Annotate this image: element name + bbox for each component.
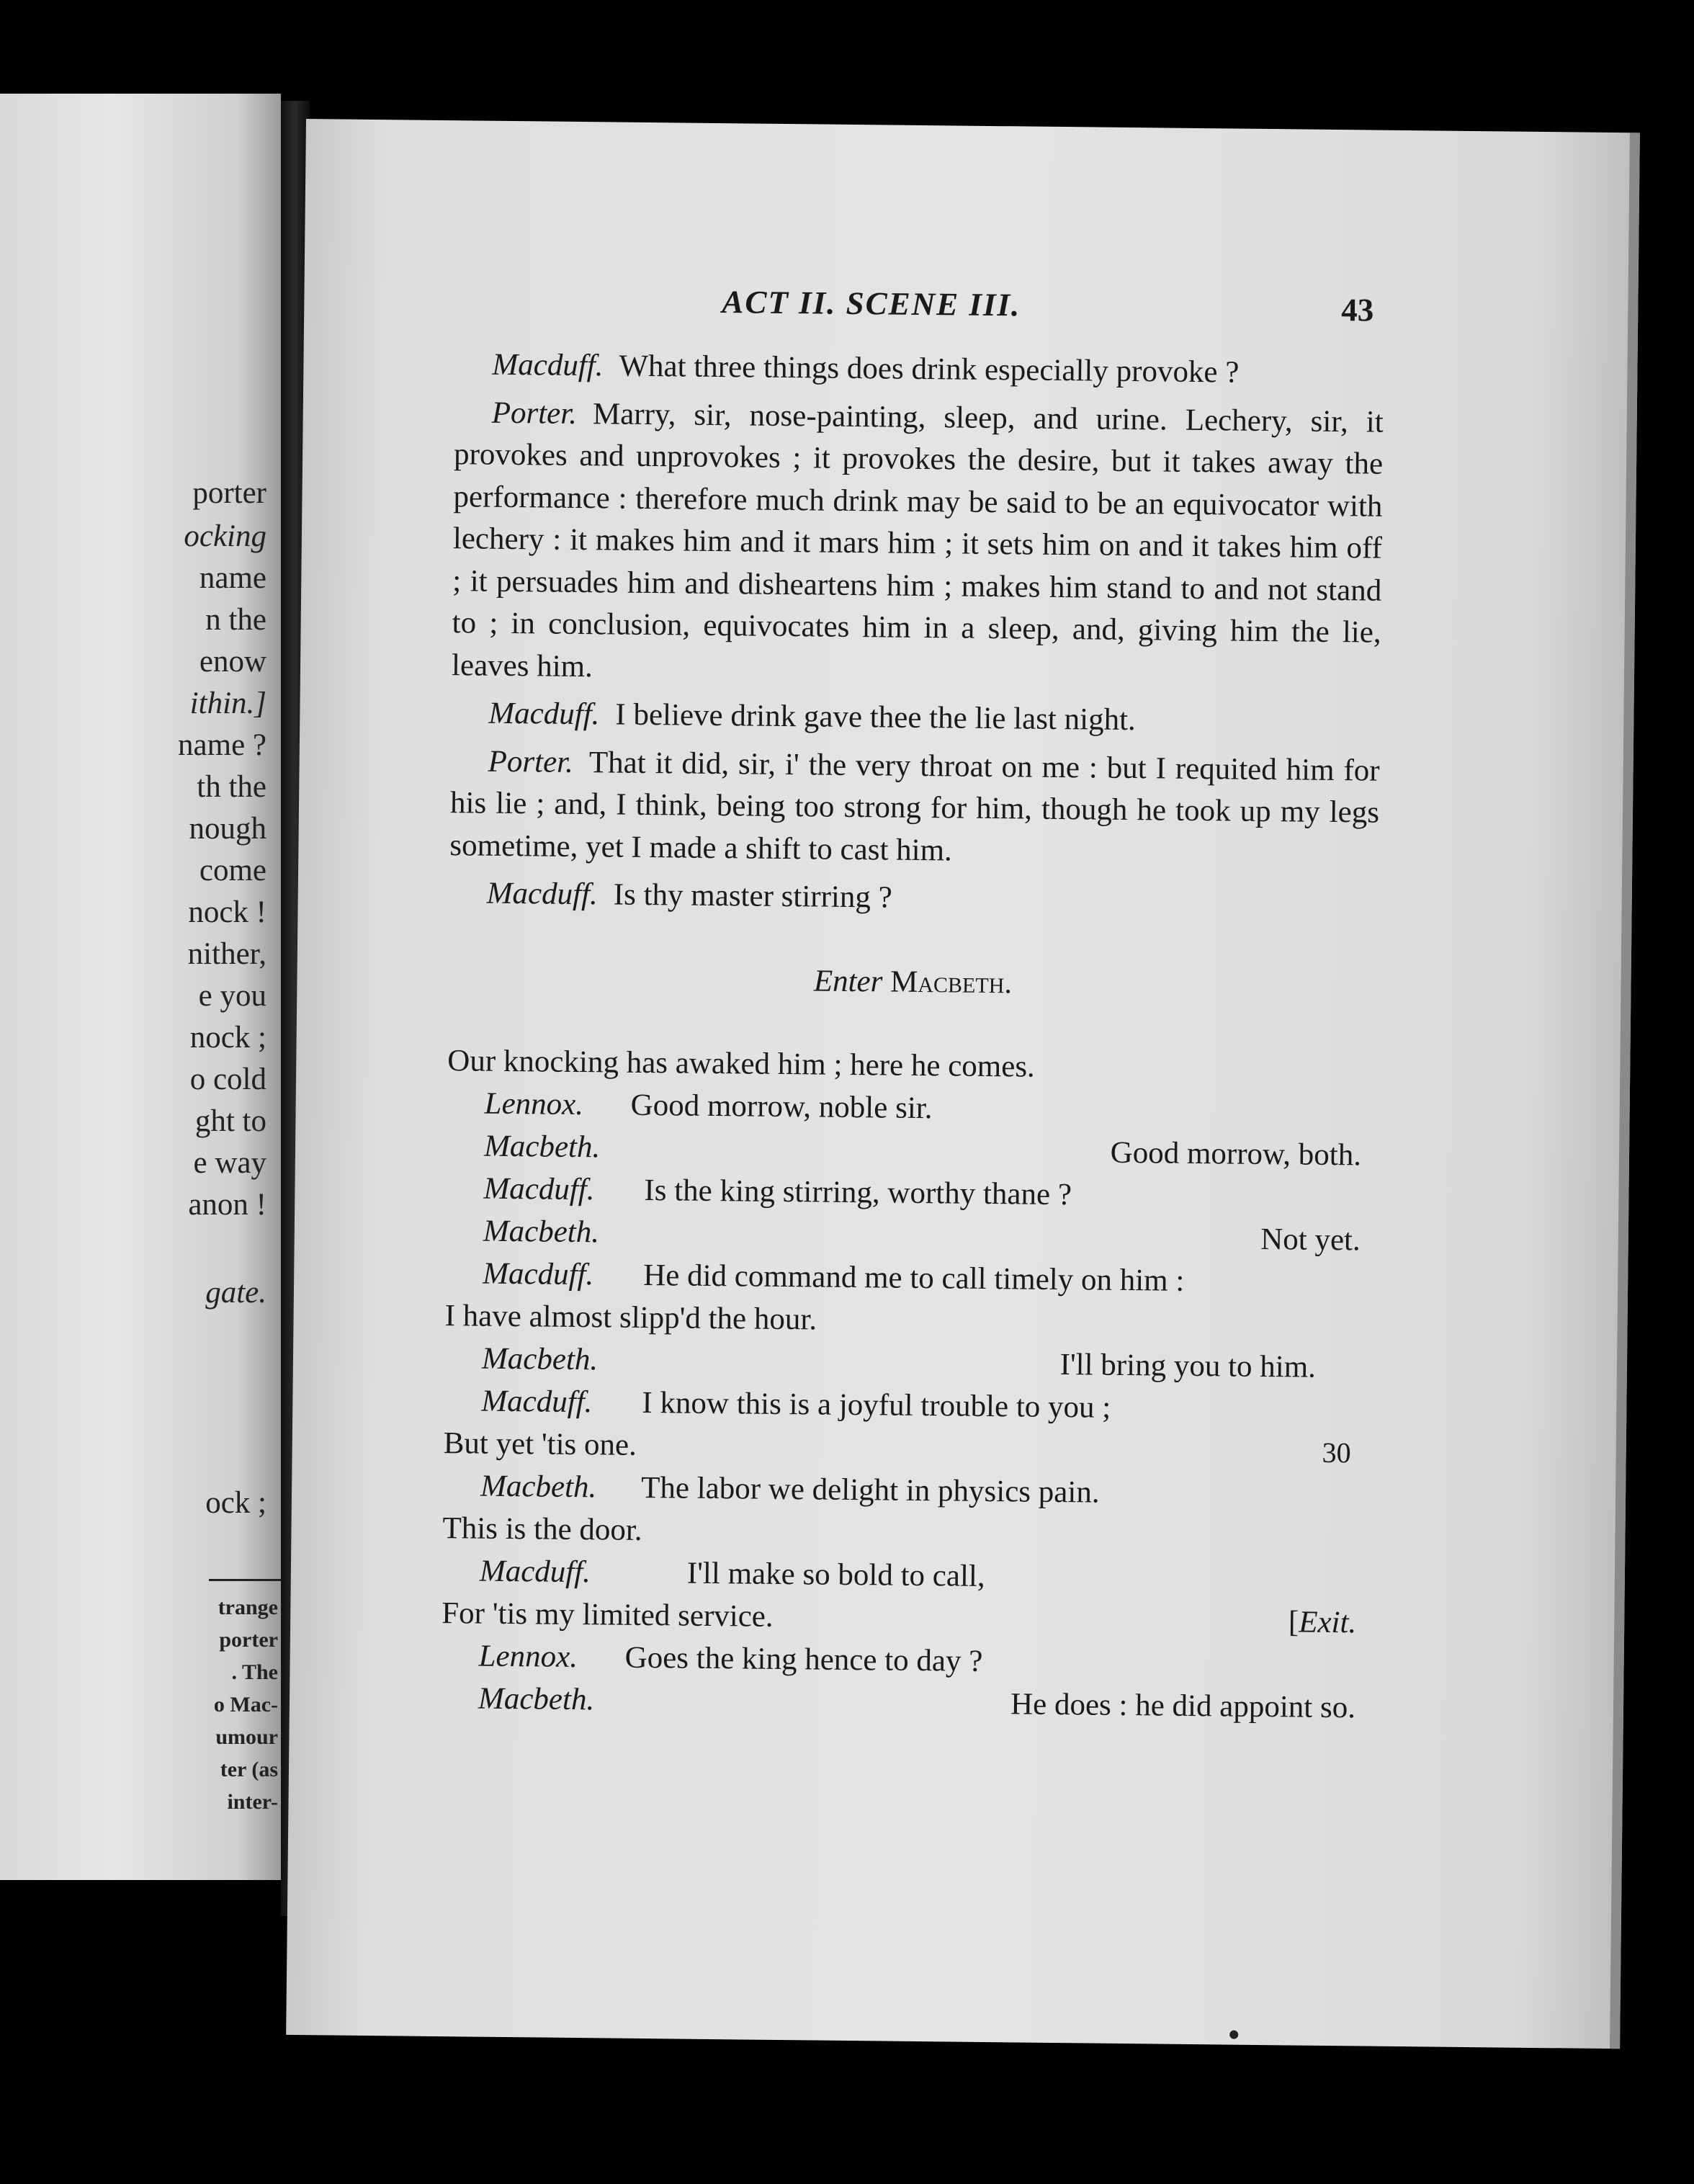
speaker-name: Macduff. (479, 1554, 591, 1590)
stage-direction-verb: Enter (813, 963, 883, 998)
speaker-name: Lennox. (484, 1086, 584, 1122)
speaker-name: Macbeth. (483, 1129, 601, 1165)
verse-text: He does : he did appoint so. (1010, 1687, 1356, 1725)
verse-text: Is the king stirring, worthy thane ? (644, 1173, 1072, 1212)
left-line: nock ; (189, 1021, 266, 1055)
page-edge (1610, 133, 1640, 2049)
left-line: o cold (189, 1062, 266, 1096)
running-head: ACT II. SCENE III. (722, 284, 1021, 323)
speaker-name: Macbeth. (483, 1214, 600, 1250)
speech-text: Marry, sir, nose-painting, sleep, and urine. Lechery, sir, it provokes and unprovokes ; it provokes the desire, but it takes away the performance : therefore much drink may be said to be an equivocator with lechery : it makes him and it mars him ; it sets him on and it takes him off ; it persuades him and disheartens him ; makes him stand to and not stand to ; in conclusion, equivocates him in a sleep, and, giving him the lie, leaves him. (451, 396, 1384, 684)
left-footnote-line: ter (as (220, 1758, 278, 1781)
left-line: ocking (184, 519, 266, 553)
left-line: nither, (187, 937, 266, 971)
left-footnote-line: o Mac- (213, 1693, 278, 1717)
stage-direction-name: Macbeth. (889, 965, 1013, 1000)
left-line: ght to (194, 1104, 266, 1138)
left-footnote-line: trange (218, 1596, 278, 1619)
ink-speck (1229, 2031, 1238, 2039)
footnote-rule (209, 1579, 281, 1581)
speaker-name: Macduff. (483, 1171, 595, 1207)
verse-text: But yet 'tis one. (443, 1426, 637, 1462)
speech (454, 344, 1384, 395)
left-footnote-line: umour (215, 1725, 278, 1749)
verse-line (441, 1678, 1371, 1730)
speaker-name: Macduff. (486, 876, 599, 912)
exit-direction: [Exit. (1288, 1605, 1357, 1640)
book-page (286, 119, 1640, 2049)
left-footnote-line: porter (219, 1628, 278, 1652)
left-line: ock ; (205, 1486, 266, 1520)
speech-text: I believe drink gave thee the lie last night. (615, 697, 1137, 738)
left-footnote-line: inter- (227, 1790, 278, 1814)
play-text (441, 344, 1384, 1729)
speaker-name: Macduff. (488, 696, 600, 732)
verse-text: I'll make so bold to call, (686, 1556, 985, 1593)
left-line: ithin.] (189, 686, 266, 720)
speaker-name: Macduff. (481, 1384, 593, 1420)
left-footnote-line: . The (231, 1660, 278, 1684)
verse-text: The labor we delight in physics pain. (640, 1470, 1100, 1510)
left-line: come (199, 854, 266, 887)
speech-text: That it did, sir, i' the very throat on me : but I requited him for his lie ; and, I think, being too strong for him, though he took up my legs sometime, yet I made a shift to cast him. (449, 745, 1380, 867)
verse-text: Good morrow, noble sir. (630, 1088, 933, 1126)
verse-text: Our knocking has awaked him ; here he comes. (447, 1044, 1036, 1084)
verse-text: I have almost slipp'd the hour. (444, 1299, 817, 1337)
speaker-name: Porter. (488, 744, 574, 779)
stage-direction (448, 957, 1378, 1008)
speaker-name: Porter. (491, 395, 578, 431)
left-line: enow (199, 645, 266, 679)
speech (452, 392, 1384, 697)
left-line: e you (198, 979, 266, 1013)
left-line: porter (192, 476, 266, 510)
left-line: anon ! (188, 1188, 266, 1222)
verse-text: He did command me to call timely on him : (642, 1258, 1185, 1298)
speaker-name: Lennox. (478, 1639, 578, 1675)
speaker-name: Macbeth. (480, 1469, 597, 1505)
line-number: 30 (1322, 1436, 1351, 1469)
verse-text: For 'tis my limited service. (442, 1596, 774, 1634)
speaker-name: Macduff. (492, 347, 604, 383)
verse-text: Not yet. (1260, 1222, 1361, 1258)
verse-text: Goes the king hence to day ? (624, 1640, 983, 1678)
left-line: nough (189, 812, 266, 846)
previous-page-fragment (0, 94, 281, 1880)
verse-text: Good morrow, both. (1110, 1135, 1362, 1173)
speech-text: What three things does drink especially provoke ? (619, 349, 1240, 390)
speech (449, 740, 1380, 877)
left-line: e way (193, 1146, 266, 1180)
page-number: 43 (1341, 292, 1374, 328)
speech (449, 872, 1379, 924)
speech-text: Is thy master stirring ? (613, 877, 892, 915)
exit-text: Exit. (1298, 1605, 1357, 1640)
left-line: th the (197, 770, 266, 804)
speaker-name: Macbeth. (481, 1341, 599, 1377)
speech (451, 692, 1381, 744)
left-line: n the (205, 603, 266, 637)
verse-text: This is the door. (442, 1511, 642, 1547)
left-line: name (199, 561, 266, 595)
left-line: nock ! (188, 895, 266, 929)
speaker-name: Macbeth. (478, 1681, 595, 1717)
speaker-name: Macduff. (482, 1256, 594, 1292)
left-line: gate. (205, 1276, 266, 1310)
verse-text: I know this is a joyful trouble to you ; (642, 1385, 1111, 1425)
verse-text: I'll bring you to him. (1059, 1348, 1317, 1384)
left-line: name ? (178, 728, 266, 762)
